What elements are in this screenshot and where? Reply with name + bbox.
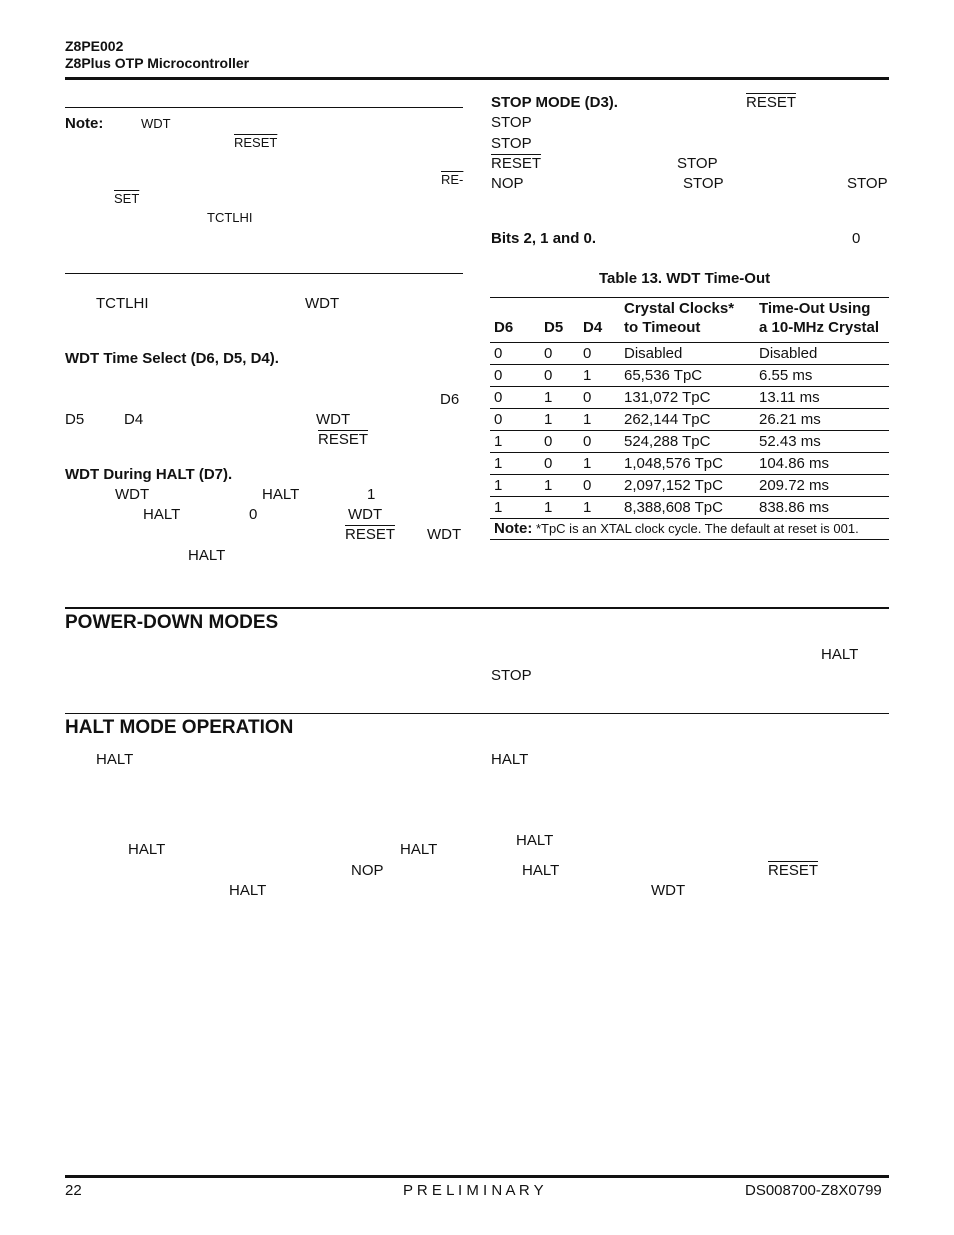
table-note-text: *TpC is an XTAL clock cycle. The default at reset is 001. bbox=[535, 521, 859, 536]
note-label: Note: bbox=[65, 115, 104, 132]
stop-stop-5: STOP bbox=[847, 175, 888, 192]
col-crystal-clocks: Crystal Clocks* to Timeout bbox=[624, 300, 735, 336]
hm-left-halt-1: HALT bbox=[96, 751, 134, 768]
hm-right-halt-3: HALT bbox=[522, 862, 560, 879]
sel-reset: RESET bbox=[318, 431, 369, 448]
hm-left-halt-4: HALT bbox=[229, 882, 267, 899]
power-down-stop: STOP bbox=[491, 667, 532, 684]
note-bottom-rule bbox=[65, 273, 463, 274]
wdt-timeout-table bbox=[490, 298, 889, 519]
halt-halt-3: HALT bbox=[188, 547, 226, 564]
table-row: 0 1 1 262,144 TpC 26.21 ms bbox=[490, 409, 889, 431]
note-reset: RESET bbox=[234, 135, 278, 150]
table-header-row bbox=[490, 298, 889, 343]
halt-zero: 0 bbox=[249, 506, 258, 523]
header-part-number: Z8PE002 bbox=[65, 38, 124, 54]
stop-stop-3: STOP bbox=[677, 155, 718, 172]
halt-wdt-2: WDT bbox=[348, 506, 383, 523]
col-d4: D4 bbox=[583, 319, 603, 336]
hm-right-halt-2: HALT bbox=[516, 832, 554, 849]
halt-wdt-3: WDT bbox=[427, 526, 462, 543]
stop-reset-1: RESET bbox=[746, 94, 797, 111]
para-tctlhi: TCTLHI bbox=[96, 295, 149, 312]
table-note-label: Note: bbox=[494, 520, 533, 537]
page-number: 22 bbox=[65, 1182, 82, 1199]
col-d5: D5 bbox=[544, 319, 564, 336]
table-row: 1 1 0 2,097,152 TpC 209.72 ms bbox=[490, 475, 889, 497]
bits-zero: 0 bbox=[852, 230, 861, 247]
col-timeout: Time-Out Using a 10-MHz Crystal bbox=[759, 300, 880, 336]
halt-halt-1: HALT bbox=[262, 486, 300, 503]
halt-mode-heading: HALT MODE OPERATION bbox=[65, 717, 294, 738]
table-note bbox=[490, 519, 889, 540]
stop-stop-4: STOP bbox=[683, 175, 724, 192]
hm-left-halt-2: HALT bbox=[128, 841, 166, 858]
halt-wdt-1: WDT bbox=[115, 486, 150, 503]
sel-d5: D5 bbox=[65, 411, 85, 428]
sel-wdt: WDT bbox=[316, 411, 351, 428]
table-caption: Table 13. WDT Time-Out bbox=[599, 270, 771, 287]
note-set: $\overline{SET}$ bbox=[114, 191, 140, 206]
stop-reset-2: RESET bbox=[491, 155, 542, 172]
hm-left-nop: NOP bbox=[351, 862, 384, 879]
note-re: RE- bbox=[441, 172, 464, 187]
sel-d4: D4 bbox=[124, 411, 144, 428]
preliminary-label: P R E L I M I N A R Y bbox=[403, 1182, 544, 1199]
stop-mode-heading: STOP MODE (D3). bbox=[491, 94, 618, 111]
halt-mode-rule bbox=[65, 713, 889, 714]
para-wdt: WDT bbox=[305, 295, 340, 312]
hm-right-wdt: WDT bbox=[651, 882, 686, 899]
table-row: 1 1 1 8,388,608 TpC 838.86 ms bbox=[490, 497, 889, 519]
note-top-rule bbox=[65, 107, 463, 108]
stop-stop-1: STOP bbox=[491, 114, 532, 131]
col-d6: D6 bbox=[494, 319, 514, 336]
stop-nop: NOP bbox=[491, 175, 524, 192]
footer-rule bbox=[65, 1175, 889, 1178]
wdt-during-halt-heading: WDT During HALT (D7). bbox=[65, 466, 233, 483]
table-row: 0 0 0 Disabled Disabled bbox=[490, 343, 889, 365]
table-row: 0 0 1 65,536 TpC 6.55 ms bbox=[490, 365, 889, 387]
table-row: 1 0 1 1,048,576 TpC 104.86 ms bbox=[490, 453, 889, 475]
power-down-halt: HALT bbox=[821, 646, 859, 663]
note-wdt: WDT bbox=[141, 116, 171, 131]
halt-one: 1 bbox=[367, 486, 376, 503]
wdt-time-select-heading: WDT Time Select (D6, D5, D4). bbox=[65, 350, 279, 367]
bits-heading: Bits 2, 1 and 0. bbox=[491, 230, 597, 247]
hm-right-reset: RESET bbox=[768, 862, 819, 879]
header-rule bbox=[65, 77, 889, 80]
header-title: Z8Plus OTP Microcontroller bbox=[65, 55, 250, 71]
document-number: DS008700-Z8X0799 bbox=[745, 1182, 882, 1199]
halt-halt-2: HALT bbox=[143, 506, 181, 523]
power-down-heading: POWER-DOWN MODES bbox=[65, 612, 279, 633]
stop-stop-2: STOP bbox=[491, 135, 532, 152]
hm-left-halt-3: HALT bbox=[400, 841, 438, 858]
halt-reset: RESET bbox=[345, 526, 396, 543]
note-tctlhi: TCTLHI bbox=[207, 210, 253, 225]
sel-d6: D6 bbox=[440, 391, 460, 408]
table-row: 0 1 0 131,072 TpC 13.11 ms bbox=[490, 387, 889, 409]
hm-right-halt-1: HALT bbox=[491, 751, 529, 768]
table-row: 1 0 0 524,288 TpC 52.43 ms bbox=[490, 431, 889, 453]
power-down-rule bbox=[65, 607, 889, 609]
